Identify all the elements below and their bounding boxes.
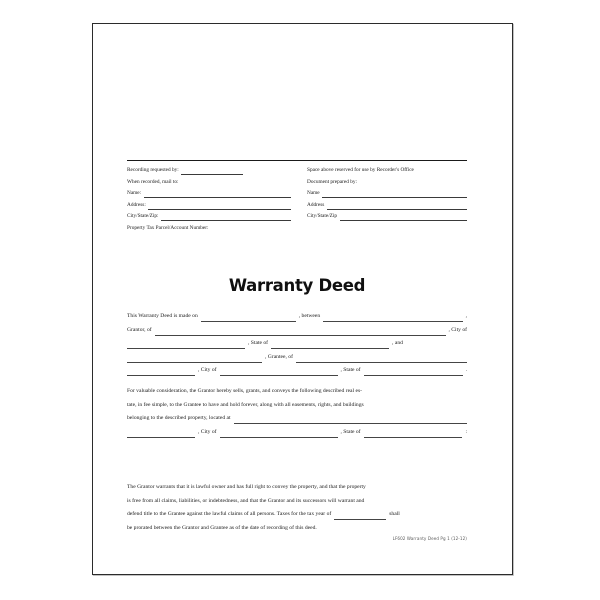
left-address-blank[interactable] — [148, 209, 291, 210]
warranty-line-3 — [127, 508, 467, 522]
parties-line-1 — [127, 310, 467, 324]
consideration-block — [127, 385, 467, 439]
consideration-line-2 — [127, 399, 467, 413]
recording-requested-by-blank[interactable] — [181, 174, 243, 175]
right-address-blank[interactable] — [327, 209, 467, 210]
parties-line-4 — [127, 351, 467, 365]
right-address-label: Address — [307, 201, 325, 208]
field-right-city-state-zip — [307, 211, 467, 223]
grantor-state-label: , State of — [248, 340, 269, 347]
parties-line-5 — [127, 364, 467, 378]
right-city-state-zip-blank[interactable] — [340, 220, 467, 221]
located-at-label: belonging to the described property, located at — [127, 415, 231, 422]
warranty-text-4: be prorated between the Grantor and Grantee as of the date of recording of this deed. — [127, 524, 317, 531]
consideration-text-2: tate, in fee simple, to the Grantee to have and hold forever, along with all easements, rights, and buildings — [127, 401, 364, 408]
property-city-label: , City of — [198, 428, 217, 435]
space-reserved-label: Space above reserved for use by Recorder's Office — [307, 167, 414, 173]
recording-right-column — [297, 165, 467, 235]
property-city-blank[interactable] — [220, 437, 338, 438]
parties-line-1-tail: , — [465, 313, 467, 319]
date-blank[interactable] — [201, 321, 296, 322]
left-name-label: Name: — [127, 190, 142, 197]
document-page — [92, 23, 513, 575]
field-when-recorded-mail-to — [127, 177, 297, 189]
field-right-name — [307, 188, 467, 200]
document-prepared-by-label: Document prepared by: — [307, 178, 358, 185]
consideration-line-4 — [127, 426, 467, 440]
warranty-block — [127, 481, 467, 535]
field-recording-requested-by — [127, 165, 297, 177]
consideration-line-3 — [127, 412, 467, 426]
document-title: Warranty Deed — [228, 276, 366, 295]
grantor-city-blank[interactable] — [127, 348, 245, 349]
parties-line-2 — [127, 324, 467, 338]
when-recorded-mail-to-label: When recorded, mail to: — [127, 178, 179, 185]
between-label: , between — [298, 313, 321, 319]
consideration-line-1 — [127, 385, 467, 399]
warranty-text-3: defend title to the Grantee against the lawful claims of all persons. Taxes for the tax year of — [127, 511, 332, 518]
grantee-address-blank[interactable] — [296, 362, 467, 363]
parties-line-3 — [127, 337, 467, 351]
warranty-line-1 — [127, 481, 467, 495]
space-reserved-notice — [307, 165, 467, 177]
grantee-of-label: , Grantee, of — [265, 353, 293, 360]
grantee-address-cont-blank[interactable] — [127, 375, 195, 376]
warranty-text-1: The Grantor warrants that it is lawful owner and has full right to convey the property, and that the property — [127, 484, 366, 490]
grantee-name-blank[interactable] — [127, 362, 262, 363]
property-location-blank[interactable] — [234, 423, 467, 424]
right-name-blank[interactable] — [322, 197, 467, 198]
recording-header-block — [127, 165, 467, 235]
property-tax-parcel-label: Property Tax Parcel/Account Number: — [127, 224, 209, 231]
consideration-text-1: For valuable consideration, the Grantor hereby sells, grants, and conveys the following described real es- — [127, 388, 363, 394]
page-content-area — [127, 24, 467, 574]
field-property-tax-parcel — [127, 223, 297, 235]
recording-left-column — [127, 165, 297, 235]
and-label: , and — [392, 340, 403, 347]
field-document-prepared-by — [307, 177, 467, 189]
consideration-line-4-tail: : — [465, 428, 467, 435]
tax-year-blank[interactable] — [334, 519, 386, 520]
grantee-city-label: , City of — [198, 367, 217, 374]
made-on-label: This Warranty Deed is made on — [127, 313, 198, 319]
grantee-city-blank[interactable] — [220, 375, 338, 376]
header-divider-rule — [127, 160, 467, 161]
property-state-label: , State of — [340, 428, 361, 435]
grantor-city-label: , City of — [448, 326, 467, 333]
grantor-state-blank[interactable] — [271, 348, 389, 349]
grantor-of-label: Grantor, of — [127, 326, 152, 333]
field-right-address — [307, 200, 467, 212]
property-location-cont-blank[interactable] — [127, 437, 195, 438]
shall-label: shall — [389, 511, 400, 518]
form-code-footer: LF602 Warranty Deed Pg 1 (12-12) — [392, 536, 467, 541]
parties-line-5-tail: . — [465, 367, 467, 374]
grantor-address-blank[interactable] — [155, 335, 446, 336]
warranty-line-4 — [127, 522, 467, 536]
warranty-text-2: is free from all claims, liabilities, or indebtedness, and that the Grantor and its successors will warrant and — [127, 497, 365, 504]
recording-requested-by-label: Recording requested by: — [127, 167, 179, 173]
grantor-name-blank[interactable] — [323, 321, 462, 322]
parties-block — [127, 310, 467, 378]
grantee-state-blank[interactable] — [364, 375, 463, 376]
right-name-label: Name — [307, 190, 320, 197]
right-city-state-zip-label: City/State/Zip — [307, 213, 338, 220]
grantee-state-label: , State of — [340, 367, 361, 374]
field-left-address — [127, 200, 297, 212]
left-address-label: Address: — [127, 201, 146, 208]
left-city-state-zip-label: City/State/Zip: — [127, 213, 159, 220]
field-left-city-state-zip — [127, 211, 297, 223]
warranty-line-2 — [127, 495, 467, 509]
field-left-name — [127, 188, 297, 200]
property-state-blank[interactable] — [364, 437, 463, 438]
left-name-blank[interactable] — [144, 197, 291, 198]
left-city-state-zip-blank[interactable] — [161, 220, 291, 221]
